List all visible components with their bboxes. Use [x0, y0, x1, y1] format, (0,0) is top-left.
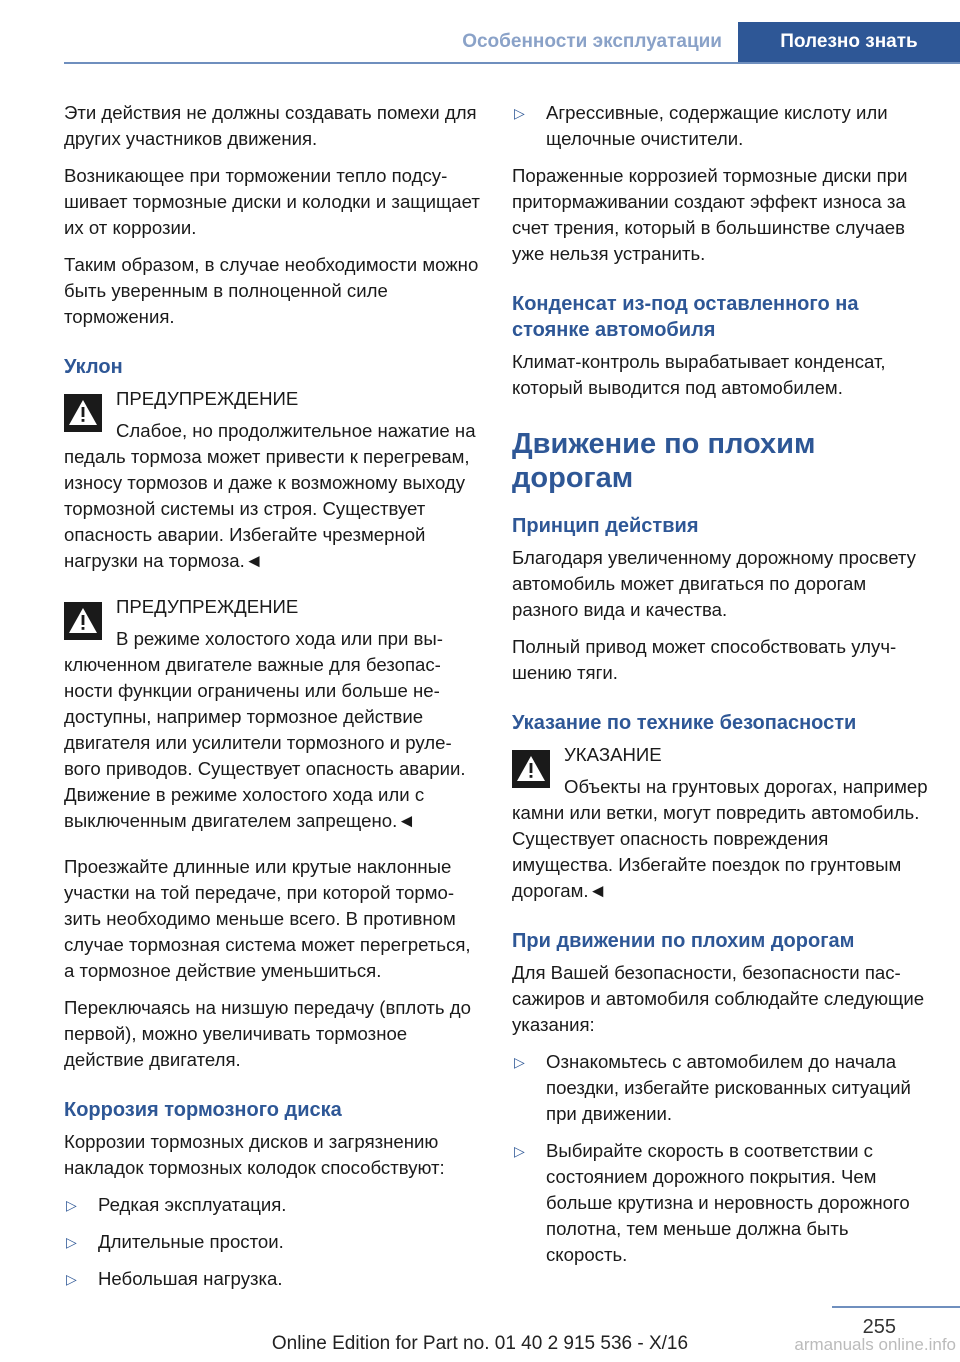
- header-subsection: Полезно знать: [738, 22, 960, 62]
- left-column: [64, 100, 482, 1303]
- bullet-list: [512, 100, 932, 152]
- warning-triangle-icon: [64, 602, 102, 640]
- heading-corrosion: Коррозия тормозного диска: [64, 1099, 342, 1121]
- warning-title: ПРЕДУПРЕЖДЕНИЕ: [116, 596, 299, 617]
- right-column: [512, 100, 932, 1279]
- warning-triangle-icon: [64, 394, 102, 432]
- list-item: ▷ Небольшая нагрузка.: [64, 1266, 482, 1292]
- heading-principle: Принцип действия: [512, 515, 699, 537]
- list-item: ▷ Редкая эксплуатация.: [64, 1192, 482, 1218]
- list-item: ▷ Выбирайте скорость в соответствии с состоянием дорожного покрытия. Чем больше крутизна и неровность дорожного полотна, тем меньше должна быть скорость.: [514, 1140, 910, 1265]
- heading-slope: Уклон: [64, 356, 123, 378]
- bullet-triangle-icon: ▷: [514, 105, 525, 121]
- paragraph: Эти действия не должны создавать помехи для других участников движения.: [64, 102, 477, 149]
- page-number: 255: [862, 1316, 896, 1338]
- paragraph: Возникающее при торможении тепло подсушивает тормозные диски и колодки и защищает их от коррозии.: [64, 165, 480, 238]
- paragraph: Благодаря увеличенному дорожному просвету автомобиль может двигаться по дорогам разного вида и качества.: [512, 547, 916, 620]
- note-block: [512, 742, 932, 904]
- warning-block: [64, 594, 482, 834]
- watermark: armanuals online.info: [794, 1335, 956, 1354]
- warning-title: ПРЕДУПРЕЖДЕНИЕ: [116, 388, 299, 409]
- bullet-triangle-icon: ▷: [514, 1143, 525, 1159]
- list-item: ▷ Ознакомьтесь с автомобилем до начала поездки, избегайте рискованных ситуаций при движении.: [514, 1051, 911, 1124]
- page-header: [64, 22, 960, 64]
- footer-edition: Online Edition for Part no. 01 40 2 915 536 - X/16: [271, 1333, 689, 1354]
- note-title: УКАЗАНИЕ: [564, 744, 662, 765]
- header-section: Особенности эксплуатации: [462, 31, 722, 52]
- paragraph: Переключаясь на низшую передачу (вплоть до первой), можно увеличивать тормозное действие двигателя.: [64, 997, 471, 1070]
- heading-safety: Указание по технике безопасности: [512, 712, 857, 734]
- bullet-triangle-icon: ▷: [66, 1271, 77, 1287]
- paragraph: Коррозии тормозных дисков и загрязнению накладок тормозных колодок способствуют:: [64, 1131, 445, 1178]
- heading-condensate: Конденсат из-под оставленного на стоянке автомобиля: [512, 293, 859, 341]
- bullet-triangle-icon: ▷: [514, 1054, 525, 1070]
- paragraph: Пораженные коррозией тормозные диски при притормаживании создают эффект износа за счет трения, который в большинстве случаев уже нельзя устранить.: [512, 165, 908, 264]
- note-text: Объекты на грунтовых дорогах, например камни или ветки, могут повредить автомобиль. Существует опасность повреждения имущества. Избегайте поездок по грунтовым дорогам.◄: [512, 776, 928, 901]
- warning-triangle-icon: [512, 750, 550, 788]
- bullet-list: [64, 1192, 482, 1292]
- warning-text: В режиме холостого хода или при выключенном двигателе важные для безопасности функции ограничены или больше недоступны, например тормозное действие двигателя или усилители тормозного и рулевого приводов. Существует опасность аварии. Движение в режиме холостого хода или с выключенным двигателем запрещено.◄: [64, 628, 466, 831]
- heading-driving: При движении по плохим дорогам: [512, 930, 855, 952]
- bullet-triangle-icon: ▷: [66, 1197, 77, 1213]
- bullet-triangle-icon: ▷: [66, 1234, 77, 1250]
- page-number-rule: [832, 1306, 960, 1308]
- paragraph: Для Вашей безопасности, безопасности пассажиров и автомобиля соблюдайте следующие указания:: [512, 962, 925, 1035]
- warning-text: Слабое, но продолжительное нажатие на педаль тормоза может привести к перегревам, износу тормозов и даже к возможному выходу тормозной системы из строя. Существует опасность аварии. Избегайте чрезмерной нагрузки на тормоза.◄: [64, 420, 476, 571]
- heading-bad-roads: Движение по плохим дорогам: [512, 428, 816, 494]
- paragraph: Климат-контроль вырабатывает конденсат, который выводится под автомобилем.: [512, 351, 886, 398]
- paragraph: Полный привод может способствовать улучшению тяги.: [512, 636, 897, 683]
- bullet-list: [512, 1049, 932, 1268]
- paragraph: Проезжайте длинные или крутые наклонные участки на той передаче, при которой тормозить необходимо меньше всего. В противном случае тормозная система может перегреться, а тормозное действие уменьшиться.: [64, 856, 471, 981]
- paragraph: Таким образом, в случае необходимости можно быть уверенным в полноценной силе торможения.: [64, 254, 479, 327]
- list-item: ▷ Агрессивные, содержащие кислоту или щелочные очистители.: [514, 102, 888, 149]
- list-item: ▷ Длительные простои.: [64, 1229, 482, 1255]
- warning-block: [64, 386, 482, 574]
